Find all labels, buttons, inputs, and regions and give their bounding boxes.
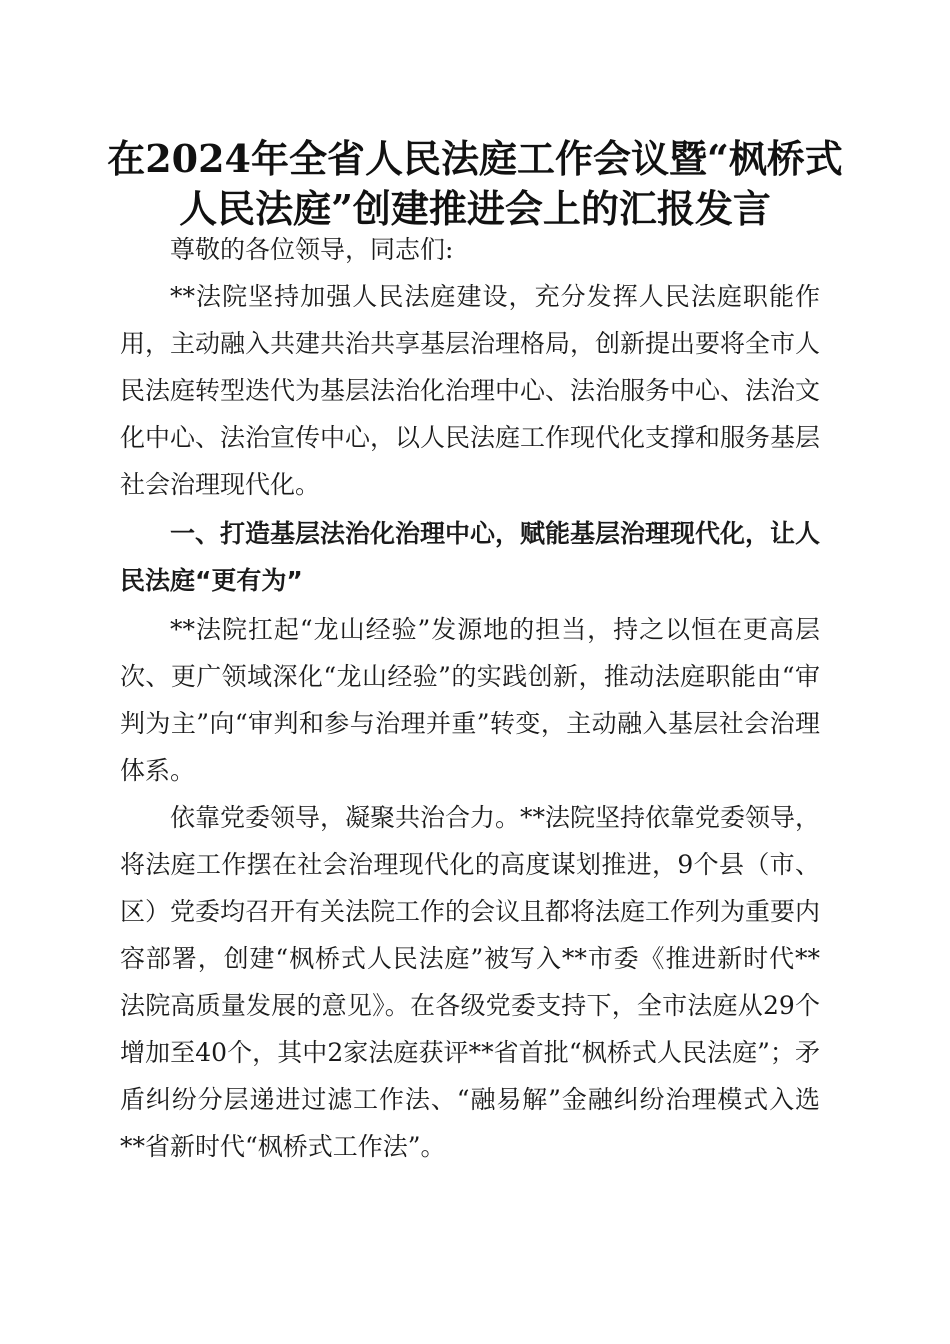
title-line-1: 在2024年全省人民法庭工作会议暨“枫桥式 [107,136,843,181]
title-line-2: 人民法庭”创建推进会上的汇报发言 [179,186,771,231]
intro-paragraph: **法院坚持加强人民法庭建设，充分发挥人民法庭职能作用，主动融入共建共治共享基层治理格局，创新提出要将全市人民法庭转型迭代为基层法治化治理中心、法治服务中心、法治文化中心、法治宣传中心，以人民法庭工作现代化支撑和服务基层社会治理现代化。 [120,282,821,499]
document-title [100,134,850,234]
salutation: 尊敬的各位领导，同志们: [170,235,454,264]
section-1-heading: 一、打造基层法治化治理中心，赋能基层治理现代化，让人民法庭“更有为” [120,519,821,595]
document-body [120,226,820,1170]
section-1-paragraph-2: 依靠党委领导，凝聚共治合力。**法院坚持依靠党委领导，将法庭工作摆在社会治理现代化的高度谋划推进，9个县（市、区）党委均召开有关法院工作的会议且都将法庭工作列为重要内容部署，创建“枫桥式人民法庭”被写入**市委《推进新时代**法院高质量发展的意见》。在各级党委支持下，全市法庭从29个增加至40个，其中2家法庭获评**省首批“枫桥式人民法庭”；矛盾纠纷分层递进过滤工作法、“融易解”金融纠纷治理模式入选**省新时代“枫桥式工作法”。 [120,803,821,1161]
section-1-paragraph-1: **法院扛起“龙山经验”发源地的担当，持之以恒在更高层次、更广领域深化“龙山经验”的实践创新，推动法庭职能由“审判为主”向“审判和参与治理并重”转变，主动融入基层社会治理体系。 [120,615,820,785]
